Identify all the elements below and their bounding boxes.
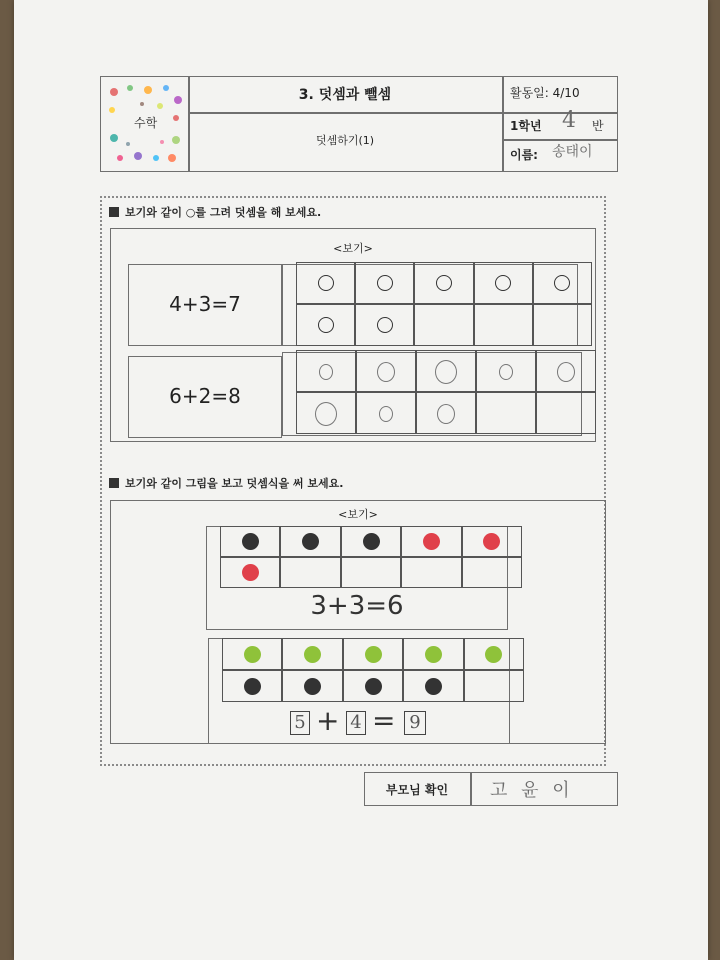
- parent-check-label: 부모님 확인: [385, 783, 449, 797]
- header-divider-h1: [188, 112, 618, 114]
- handdrawn-circle-mark: [499, 364, 513, 380]
- name-label: 이름:: [510, 148, 538, 162]
- class-suffix: 반: [592, 119, 604, 133]
- counting-dot: [244, 678, 261, 695]
- section2-instruction: 보기와 같이 그림을 보고 덧셈식을 써 보세요.: [125, 477, 344, 490]
- drawn-circle-mark: [377, 275, 393, 291]
- problem-equation: 6+2=8: [169, 384, 241, 408]
- plus-sign: +: [316, 704, 340, 737]
- counting-dot: [302, 533, 319, 550]
- counting-dot: [425, 646, 442, 663]
- worksheet-paper: [14, 0, 708, 960]
- grid-cell: [536, 392, 596, 434]
- grid-cell: [280, 557, 340, 588]
- grid-cell: [341, 557, 401, 588]
- handdrawn-circle-mark: [319, 364, 333, 380]
- counting-dot: [485, 646, 502, 663]
- bullet-square-icon: [109, 207, 119, 217]
- parent-check-divider: [470, 772, 472, 806]
- counting-dot: [304, 646, 321, 663]
- bullet-square-icon: [109, 478, 119, 488]
- handdrawn-circle-mark: [315, 402, 337, 426]
- counting-dot: [423, 533, 440, 550]
- handdrawn-circle-mark: [437, 404, 455, 424]
- example-equation: 4+3=7: [169, 292, 241, 316]
- logo-text: 수학: [134, 116, 158, 130]
- lesson-title: 덧셈하기(1): [315, 134, 375, 147]
- grade-label: 1학년: [510, 119, 542, 133]
- counting-dot: [365, 646, 382, 663]
- handdrawn-circle-mark: [435, 360, 457, 384]
- drawn-circle-mark: [436, 275, 452, 291]
- grid-cell: [533, 304, 592, 346]
- header-divider-v2: [502, 76, 504, 172]
- student-name: 송태이: [552, 144, 593, 160]
- handdrawn-circle-mark: [377, 362, 395, 382]
- counting-dot: [363, 533, 380, 550]
- grid-cell: [401, 557, 461, 588]
- drawn-circle-mark: [377, 317, 393, 333]
- section2-example-label: <보기>: [338, 508, 378, 521]
- grid-cell: [462, 557, 522, 588]
- answer-first-box[interactable]: 5: [290, 711, 310, 735]
- drawn-circle-mark: [318, 275, 334, 291]
- grid-cell: [414, 304, 473, 346]
- counting-dot: [425, 678, 442, 695]
- counting-dot: [244, 646, 261, 663]
- answer-result-box[interactable]: 9: [404, 711, 426, 735]
- parent-signature: 고 윤 이: [490, 780, 574, 801]
- section1-example-label: <보기>: [333, 242, 373, 255]
- counting-dot: [242, 533, 259, 550]
- answer-second-box[interactable]: 4: [346, 711, 366, 735]
- example-dot-equation: 3+3=6: [310, 591, 404, 621]
- grid-cell: [464, 670, 524, 702]
- grid-cell: [476, 392, 536, 434]
- handdrawn-circle-mark: [379, 406, 393, 422]
- equals-sign: =: [372, 704, 396, 737]
- class-number: 4: [562, 108, 576, 133]
- section1-instruction: 보기와 같이 ○를 그려 덧셈을 해 보세요.: [125, 206, 322, 219]
- chapter-title: 3. 덧셈과 뺄셈: [298, 87, 392, 103]
- activity-date: 활동일: 4/10: [510, 86, 580, 100]
- counting-dot: [242, 564, 259, 581]
- counting-dot: [304, 678, 321, 695]
- handdrawn-circle-mark: [557, 362, 575, 382]
- grid-cell: [474, 304, 533, 346]
- drawn-circle-mark: [318, 317, 334, 333]
- counting-dot: [365, 678, 382, 695]
